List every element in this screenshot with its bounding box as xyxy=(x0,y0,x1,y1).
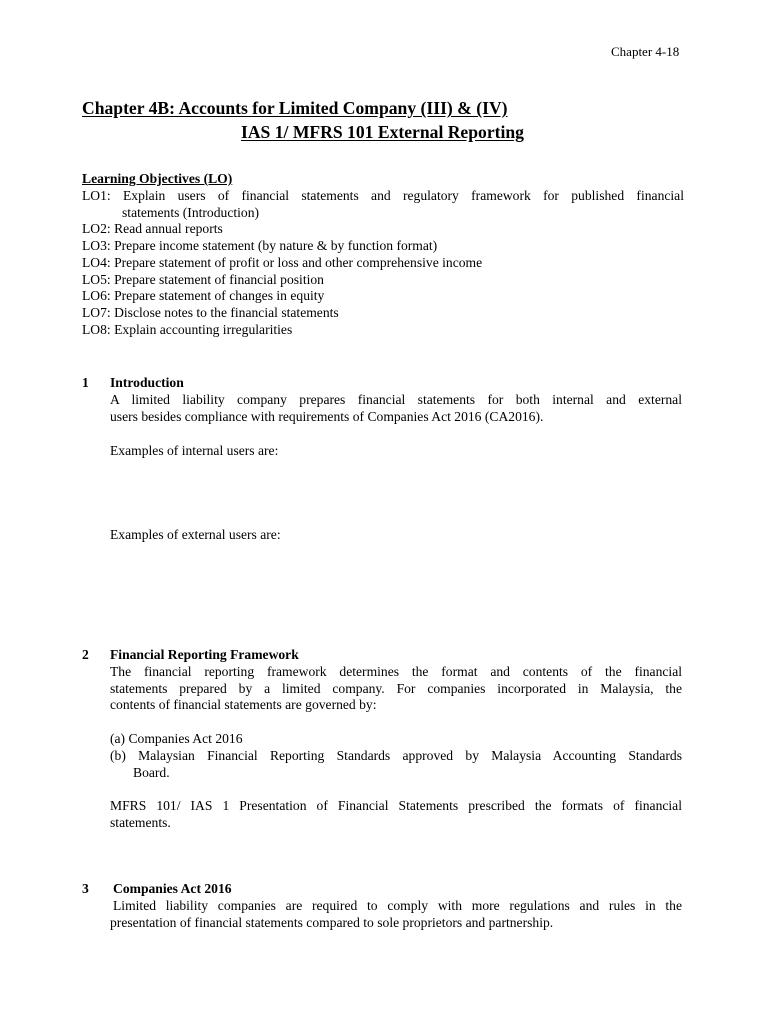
internal-users-prompt: Examples of internal users are: xyxy=(110,443,279,458)
mfrs-paragraph xyxy=(110,798,682,831)
external-users-prompt: Examples of external users are: xyxy=(110,527,281,542)
section3-paragraph xyxy=(110,898,682,931)
item-b-line2: Board. xyxy=(133,764,170,780)
section1-para-line2: users besides compliance with requirements of Companies Act 2016 (CA2016). xyxy=(110,408,544,424)
section2-para-line1: The financial reporting framework determines the format and contents of the financial xyxy=(110,664,682,679)
mfrs-line2: statements. xyxy=(110,814,171,830)
governance-item-a: (a) Companies Act 2016 xyxy=(110,731,243,746)
page-number: Chapter 4-18 xyxy=(611,44,680,59)
section3-heading: Companies Act 2016 xyxy=(113,881,232,896)
section2-para-line3: contents of financial statements are governed by: xyxy=(110,697,377,713)
section2-paragraph xyxy=(110,664,682,714)
section1-para-line1: A limited liability company prepares financial statements for both internal and external xyxy=(110,392,682,407)
lo-item: LO4: Prepare statement of profit or loss and other comprehensive income xyxy=(82,254,483,270)
learning-objectives-list xyxy=(82,188,684,338)
lo1-line1: LO1: Explain users of financial statements and regulatory framework for published financial xyxy=(82,188,684,203)
mfrs-line1: MFRS 101/ IAS 1 Presentation of Financial Statements prescribed the formats of financial xyxy=(110,798,682,813)
section3-para-line2: presentation of financial statements compared to sole proprietors and partnership. xyxy=(110,914,554,930)
section2-number: 2 xyxy=(82,647,89,662)
section1-heading: Introduction xyxy=(110,375,184,390)
lo-item: LO8: Explain accounting irregularities xyxy=(82,321,293,337)
chapter-subtitle: IAS 1/ MFRS 101 External Reporting xyxy=(241,122,524,142)
item-b-line1: (b) Malaysian Financial Reporting Standards approved by Malaysia Accounting Standards xyxy=(110,748,682,763)
lo-item: LO5: Prepare statement of financial position xyxy=(82,271,324,287)
section1-number: 1 xyxy=(82,375,89,390)
lo-item: LO7: Disclose notes to the financial statements xyxy=(82,304,339,320)
section3-number: 3 xyxy=(82,881,89,896)
section1-paragraph xyxy=(110,392,682,425)
lo1-line2: statements (Introduction) xyxy=(122,204,260,220)
lo-item: LO3: Prepare income statement (by nature & by function format) xyxy=(82,238,438,254)
chapter-title: Chapter 4B: Accounts for Limited Company (III) & (IV) xyxy=(82,98,508,118)
section2-heading: Financial Reporting Framework xyxy=(110,647,299,662)
governance-item-b xyxy=(110,748,682,781)
learning-objectives-heading: Learning Objectives (LO) xyxy=(82,171,233,186)
section3-para-line1: Limited liability companies are required to comply with more regulations and rules in the xyxy=(113,898,682,913)
section2-para-line2: statements prepared by a limited company. For companies incorporated in Malaysia, the xyxy=(110,680,682,696)
lo-item: LO6: Prepare statement of changes in equity xyxy=(82,288,325,304)
lo-item: LO2: Read annual reports xyxy=(82,221,223,237)
